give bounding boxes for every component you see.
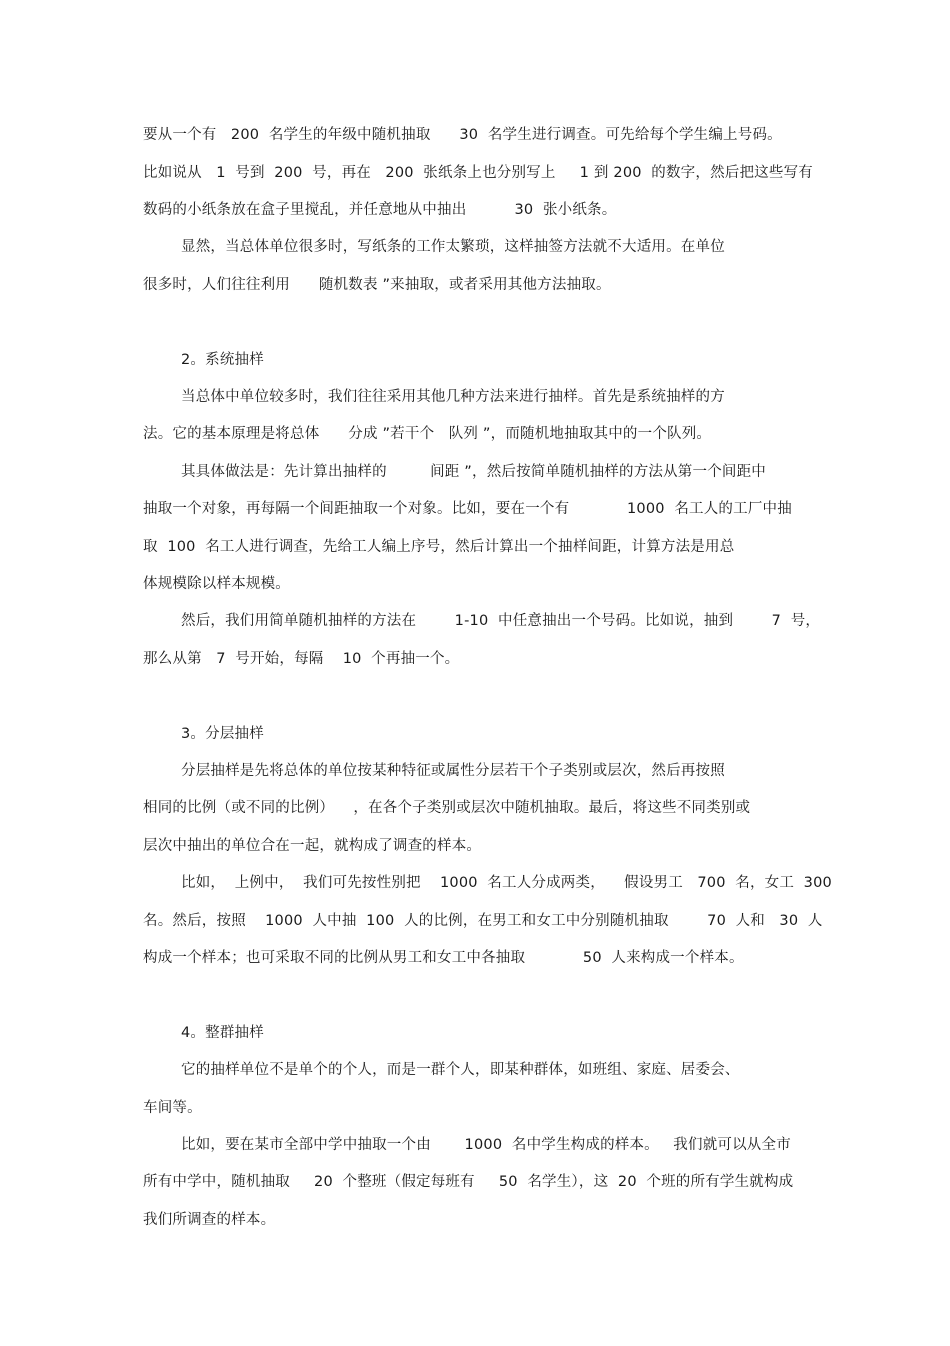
text-line: 比如， 上例中， 我们可先按性别把 1000 名工人分成两类， 假设男工 700 名，女工 300 xyxy=(181,875,832,891)
text-line: 其具体做法是：先计算出抽样的 间距 ”，然后按简单随机抽样的方法从第一个间距中 xyxy=(181,464,766,480)
text-line: 然后，我们用简单随机抽样的方法在 1-10 中任意抽出一个号码。比如说，抽到 7 号， xyxy=(181,613,821,629)
text-line: 层次中抽出的单位合在一起，就构成了调查的样本。 xyxy=(143,838,482,854)
text-line: 很多时，人们往往利用 随机数表 ”来抽取，或者采用其他方法抽取。 xyxy=(143,277,611,293)
text-line: 法。它的基本原理是将总体 分成 ”若干个 队列 ”，而随机地抽取其中的一个队列。 xyxy=(143,426,712,442)
text-line: 我们所调查的样本。 xyxy=(143,1212,276,1228)
text-line: 相同的比例（或不同的比例） ，在各个子类别或层次中随机抽取。最后，将这些不同类别或 xyxy=(143,800,751,816)
text-line: 车间等。 xyxy=(143,1100,202,1116)
text-line: 当总体中单位较多时，我们往往采用其他几种方法来进行抽样。首先是系统抽样的方 xyxy=(181,389,725,405)
text-line: 名。然后，按照 1000 人中抽 100 人的比例，在男工和女工中分别随机抽取 70 人和 30 人 xyxy=(143,913,823,929)
section-heading: 4。整群抽样 xyxy=(181,1025,264,1041)
text-line: 它的抽样单位不是单个的个人，而是一群个人，即某种群体，如班组、家庭、居委会、 xyxy=(181,1062,740,1078)
text-line: 构成一个样本；也可采取不同的比例从男工和女工中各抽取 50 人来构成一个样本。 xyxy=(143,950,744,966)
section-heading: 3。分层抽样 xyxy=(181,726,264,742)
text-line: 要从一个有 200 名学生的年级中随机抽取 30 名学生进行调查。可先给每个学生编上号码。 xyxy=(143,127,782,143)
text-line: 显然，当总体单位很多时，写纸条的工作太繁琐，这样抽签方法就不大适用。在单位 xyxy=(181,239,725,255)
text-line: 比如说从 1 号到 200 号，再在 200 张纸条上也分别写上 1 到 200 的数字，然后把这些写有 xyxy=(143,165,813,181)
section-heading: 2。系统抽样 xyxy=(181,352,264,368)
text-line: 比如，要在某市全部中学中抽取一个由 1000 名中学生构成的样本。 我们就可以从全市 xyxy=(181,1137,791,1153)
text-line: 体规模除以样本规模。 xyxy=(143,576,290,592)
text-line: 分层抽样是先将总体的单位按某种特征或属性分层若干个子类别或层次，然后再按照 xyxy=(181,763,725,779)
text-line: 所有中学中，随机抽取 20 个整班（假定每班有 50 名学生），这 20 个班的所有学生就构成 xyxy=(143,1174,794,1190)
text-line: 数码的小纸条放在盒子里搅乱，并任意地从中抽出 30 张小纸条。 xyxy=(143,202,617,218)
text-line: 那么从第 7 号开始，每隔 10 个再抽一个。 xyxy=(143,651,460,667)
text-line: 抽取一个对象，再每隔一个间距抽取一个对象。比如，要在一个有 1000 名工人的工厂中抽 xyxy=(143,501,792,517)
text-line: 取 100 名工人进行调查，先给工人编上序号，然后计算出一个抽样间距，计算方法是用总 xyxy=(143,539,735,555)
